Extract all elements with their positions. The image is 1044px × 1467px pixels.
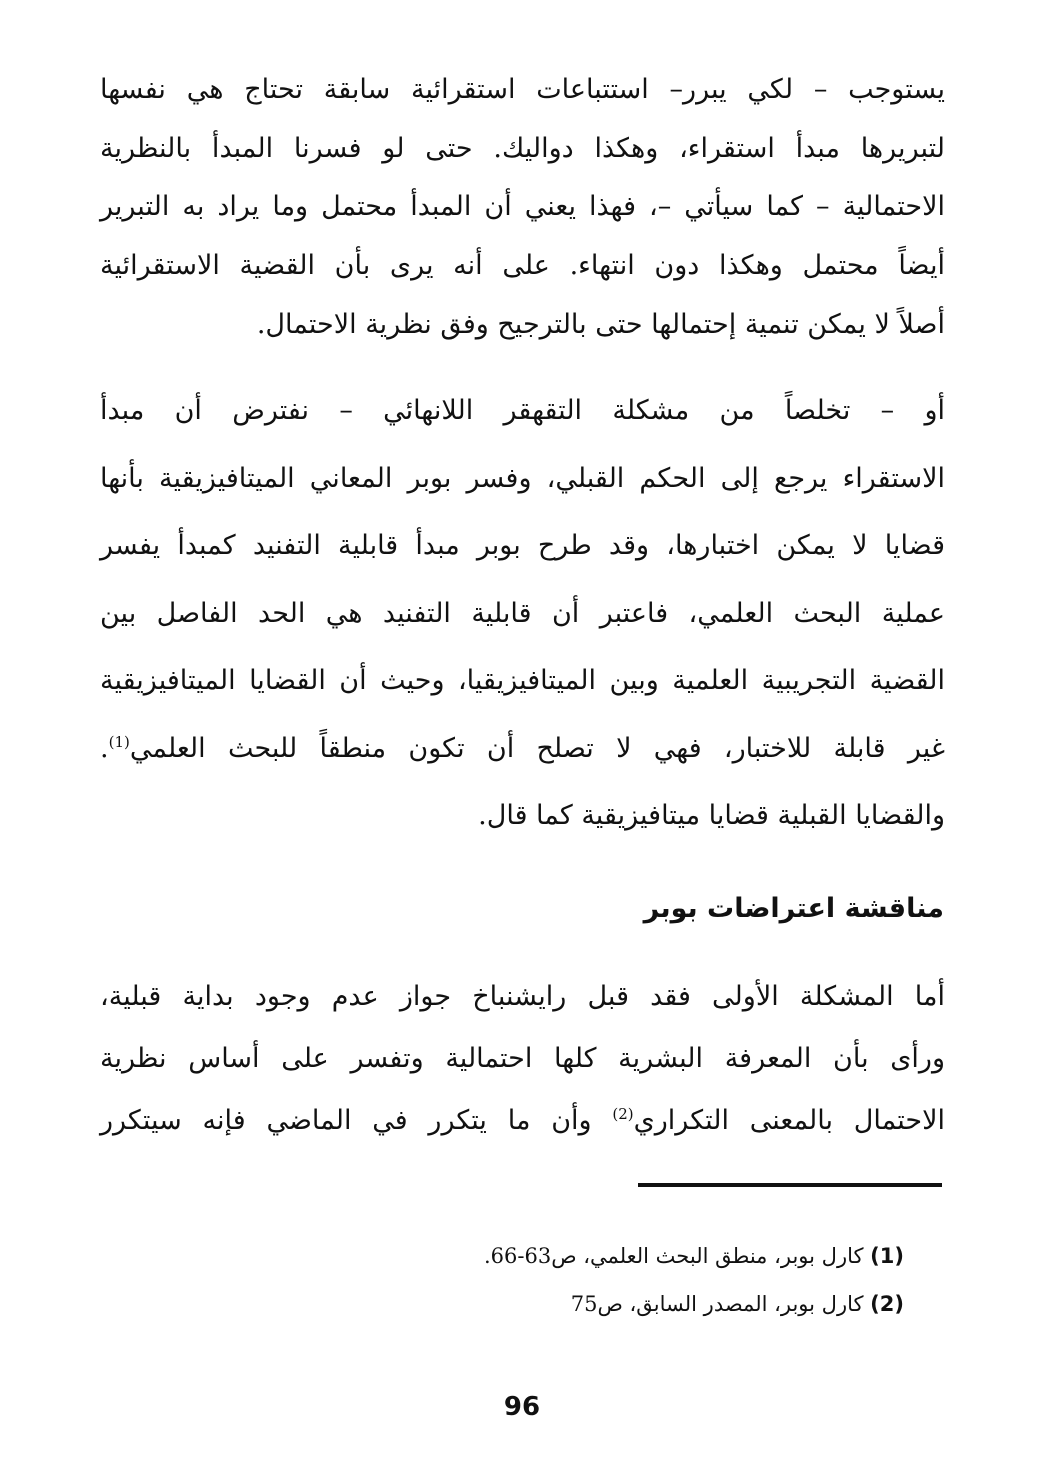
footnote	[571, 1292, 904, 1316]
paragraph-3	[100, 966, 945, 1152]
paragraph-line: لتبريرها مبدأ استقراء، وهكذا دواليك. حتى لو فسرنا المبدأ بالنظرية	[100, 132, 945, 164]
paragraph-line: القضية التجريبية العلمية وبين الميتافيزيقيا، وحيث أن القضايا الميتافيزيقية	[100, 665, 945, 696]
paragraph-line: يستوجب – لكي يبرر– استتباعات استقرائية سابقة تحتاج هي نفسها	[100, 74, 945, 105]
paragraph-line: الاحتمالية – كما سيأتي –، فهذا يعني أن المبدأ محتمل وما يراد به التبرير	[100, 191, 945, 223]
paragraph-line	[100, 715, 945, 783]
paragraph-line	[100, 1090, 945, 1152]
paragraph-line: أو – تخلصاً من مشكلة التقهقر اللانهائي – نفترض أن مبدأ	[100, 395, 945, 426]
paragraph-line: قضايا لا يمكن اختبارها، وقد طرح بوبر مبدأ قابلية التفنيد كمبدأ يفسر	[100, 530, 945, 561]
page-number: 96	[503, 1392, 541, 1422]
paragraph-1	[100, 61, 945, 354]
footnote	[484, 1244, 904, 1268]
paragraph-line: والقضايا القبلية قضايا ميتافيزيقية كما قال.	[478, 800, 945, 831]
footnote-reference: (1)	[108, 732, 130, 751]
footnote-text: كارل بوبر، المصدر السابق، ص75	[570, 1292, 871, 1316]
footnote-reference: (2)	[612, 1105, 634, 1123]
paragraph-line: أصلاً لا يمكن تنمية إحتمالها حتى بالترجيح وفق نظرية الاحتمال.	[256, 308, 945, 340]
footnote-text: كارل بوبر، منطق البحث العلمي، ص63-66.	[483, 1244, 871, 1268]
line-text: وأن ما يتكرر في الماضي فإنه سيتكرر	[100, 1105, 613, 1136]
paragraph-2	[100, 377, 945, 850]
paragraph-line: أيضاً محتمل وهكذا دون انتهاء. على أنه يرى بأن القضية الاستقرائية	[100, 250, 945, 282]
line-text: غير قابلة للاختبار، فهي لا تصلح أن تكون منطقاً للبحث العلمي	[129, 732, 945, 764]
paragraph-line: ورأى بأن المعرفة البشرية كلها احتمالية وتفسر على أساس نظرية	[100, 1043, 945, 1074]
line-text: الاحتمال بالمعنى التكراري	[633, 1105, 945, 1136]
line-end-punctuation: .	[100, 732, 109, 764]
section-heading: مناقشة اعتراضات بوبر	[643, 893, 944, 924]
footnote-number: (1)	[870, 1244, 904, 1268]
paragraph-line: عملية البحث العلمي، فاعتبر أن قابلية التفنيد هي الحد الفاصل بين	[100, 597, 945, 629]
footnote-separator	[638, 1183, 942, 1187]
paragraph-line: أما المشكلة الأولى فقد قبل رايشنباخ جواز عدم وجود بداية قبلية،	[100, 981, 945, 1012]
footnote-number: (2)	[870, 1292, 904, 1316]
paragraph-line: الاستقراء يرجع إلى الحكم القبلي، وفسر بوبر المعاني الميتافيزيقية بأنها	[100, 462, 945, 494]
